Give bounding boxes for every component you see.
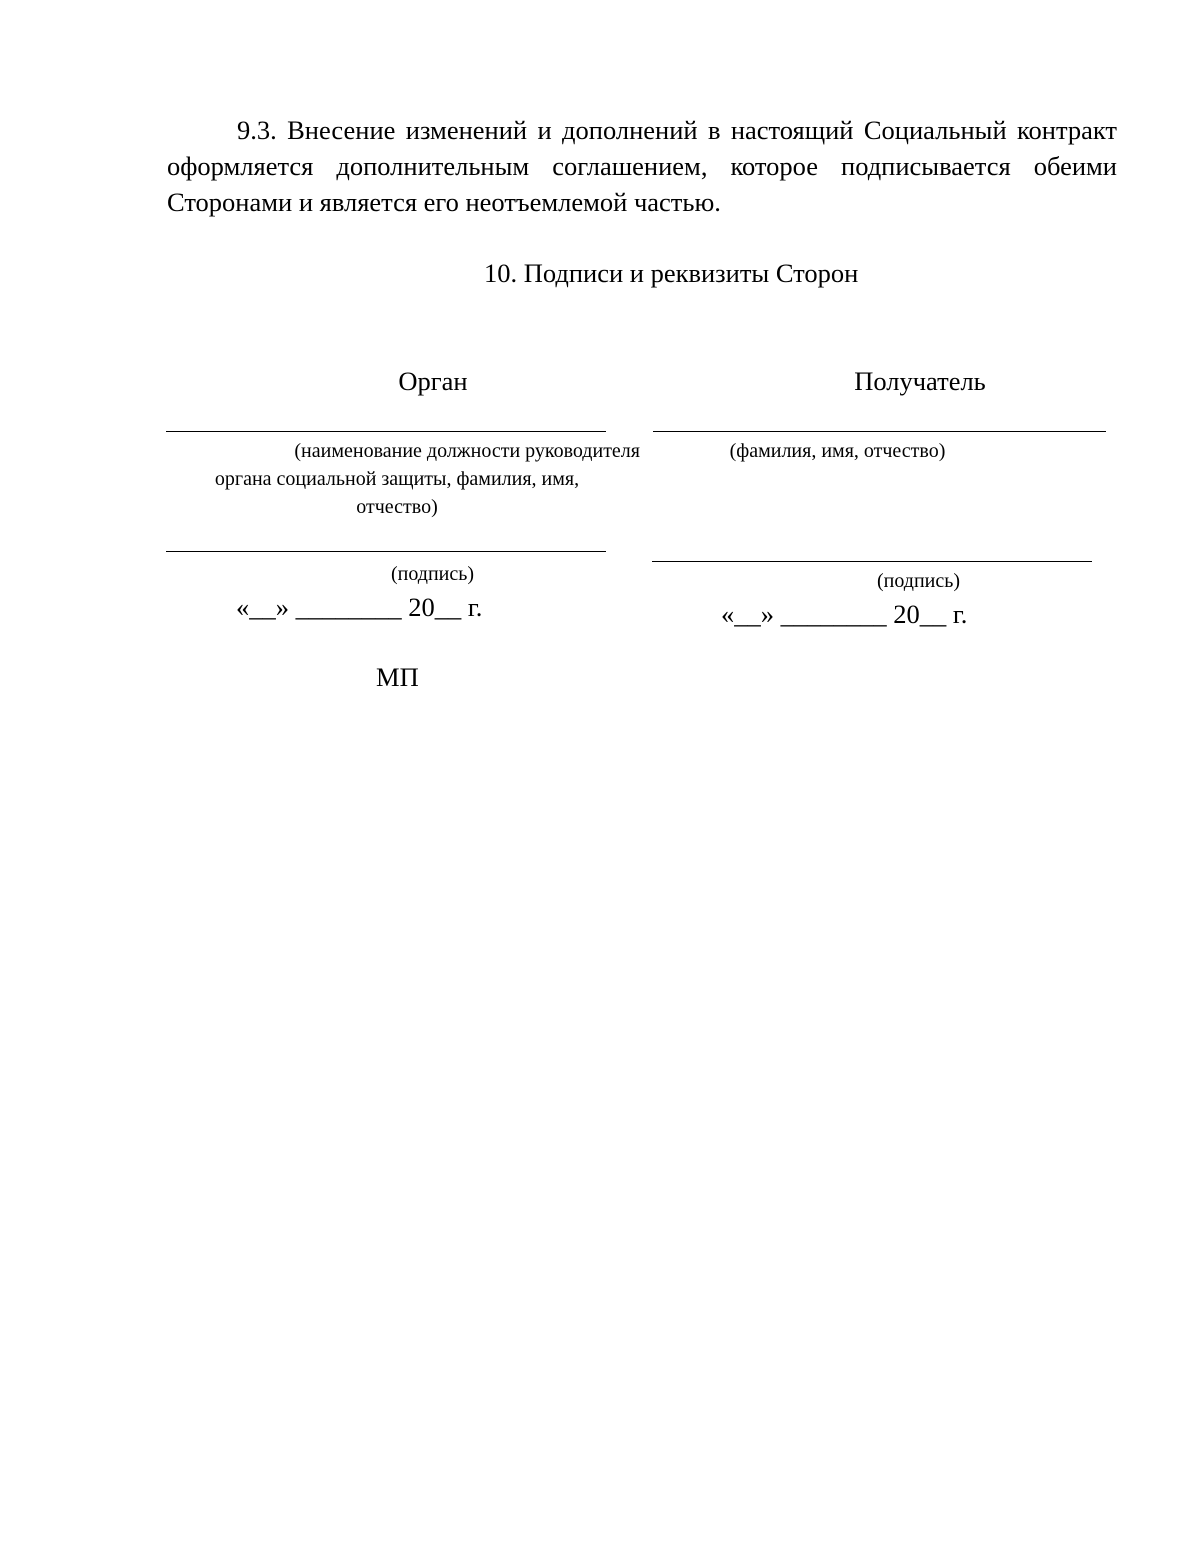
left-party-title	[166, 364, 706, 398]
left-name-caption-line2: органа социальной защиты, фамилия, имя,	[214, 468, 580, 490]
section-10-title: 10. Подписи и реквизиты Сторон	[484, 258, 859, 288]
stamp-mark: МП	[376, 662, 419, 692]
left-signature-line	[166, 551, 606, 552]
right-name-line	[653, 431, 1106, 432]
right-signature-caption: (подпись)	[876, 570, 961, 592]
left-name-line	[166, 431, 606, 432]
left-signature-caption: (подпись)	[390, 563, 475, 585]
right-party-title: Получатель	[854, 366, 986, 396]
right-signature-line	[652, 561, 1092, 562]
paragraph-9-3: 9.3. Внесение изменений и дополнений в настоящий Социальный контракт оформляется дополнительным соглашением, которое подписывается обеими Сторонами и является его неотъемлемой частью.	[167, 115, 1117, 217]
left-party-title-text: Орган	[398, 366, 468, 396]
left-name-caption-line3: отчество)	[356, 496, 438, 518]
right-name-caption: (фамилия, имя, отчество)	[729, 440, 946, 462]
left-name-caption-line1: (наименование должности руководителя	[294, 440, 640, 462]
left-date: «__» ________ 20__ г.	[236, 592, 483, 622]
right-date: «__» ________ 20__ г.	[721, 599, 968, 629]
